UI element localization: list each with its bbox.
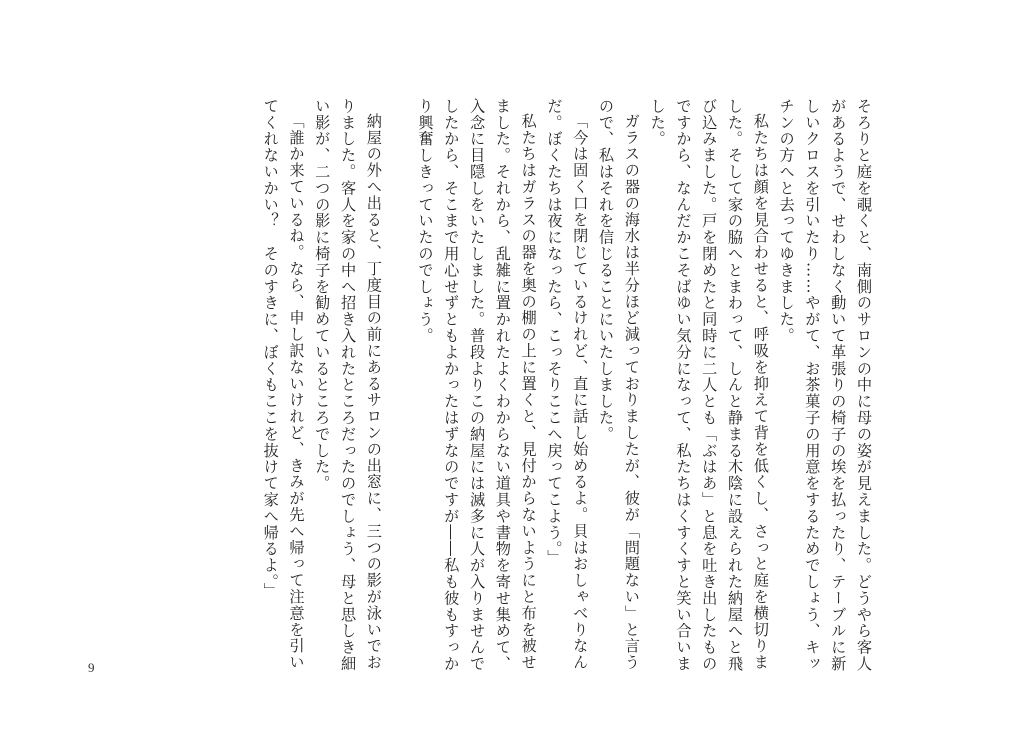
page-number: 9: [88, 660, 95, 675]
paragraph-1: そろりと庭を覗くと、南側のサロンの中に母の姿が見えました。どうやら客人があるようで、せわしなく動いて革張りの椅子の埃を払ったり、テーブルに新しいクロスを引いたり……やがて、お茶菓子の用意をするためでしょう、キッチンの方へと去ってゆきました。: [777, 98, 873, 672]
paragraph-3: ガラスの器の海水は半分ほど減っておりましたが、彼が「問題ない」と言うので、私はそれを信じることにいたしました。: [597, 98, 641, 671]
paragraph-5: 私たちはガラスの器を奥の棚の上に置くと、見付からないようにと布を被せました。それから、乱雑に置かれたよくわからない道具や書物を寄せ集めて、入念に目隠しをいたしました。普段よりこの納屋には滅多に人が入りませんでしたから、そこまで用心せずともよかったはずなのですが――私も彼もすっかり興奮しきっていたのでしょう。: [416, 98, 538, 672]
section-break: [386, 98, 412, 99]
paragraph-6: 納屋の外へ出ると、丁度目の前にあるサロンの出窓に、三つの影が泳いでおりました。客人を家の中へ招き入れたところだったのでしょう、母と思しき細い影が、二つの影に椅子を勧めているところでした。: [313, 98, 383, 672]
paragraph-4-dialogue: 「今は固く口を閉じているけれど、直に話し始めるよ。貝はおしゃべりなんだ。ぼくたちは夜になったら、こっそりここへ戻ってこよう。」: [545, 98, 590, 671]
vertical-text-body: [257, 98, 876, 672]
paragraph-7-dialogue: 「誰か来ているね。なら、申し訳ないけれど、きみが先へ帰って注意を引いてくれないかい？ そのすきに、ぼくもここを抜けて家へ帰るよ。」: [261, 98, 306, 671]
paragraph-2: 私たちは顔を見合わせると、呼吸を抑えて背を低くし、さっと庭を横切りました。そして家の脇へとまわって、しんと静まる木陰に設えられた納屋へと飛び込みました。戸を閉めたと同時に二人とも「ぶはあ」と息を吐き出したものですから、なんだかこそばゆい気分になって、私たちはくすくすと笑い合いました。: [648, 98, 770, 672]
